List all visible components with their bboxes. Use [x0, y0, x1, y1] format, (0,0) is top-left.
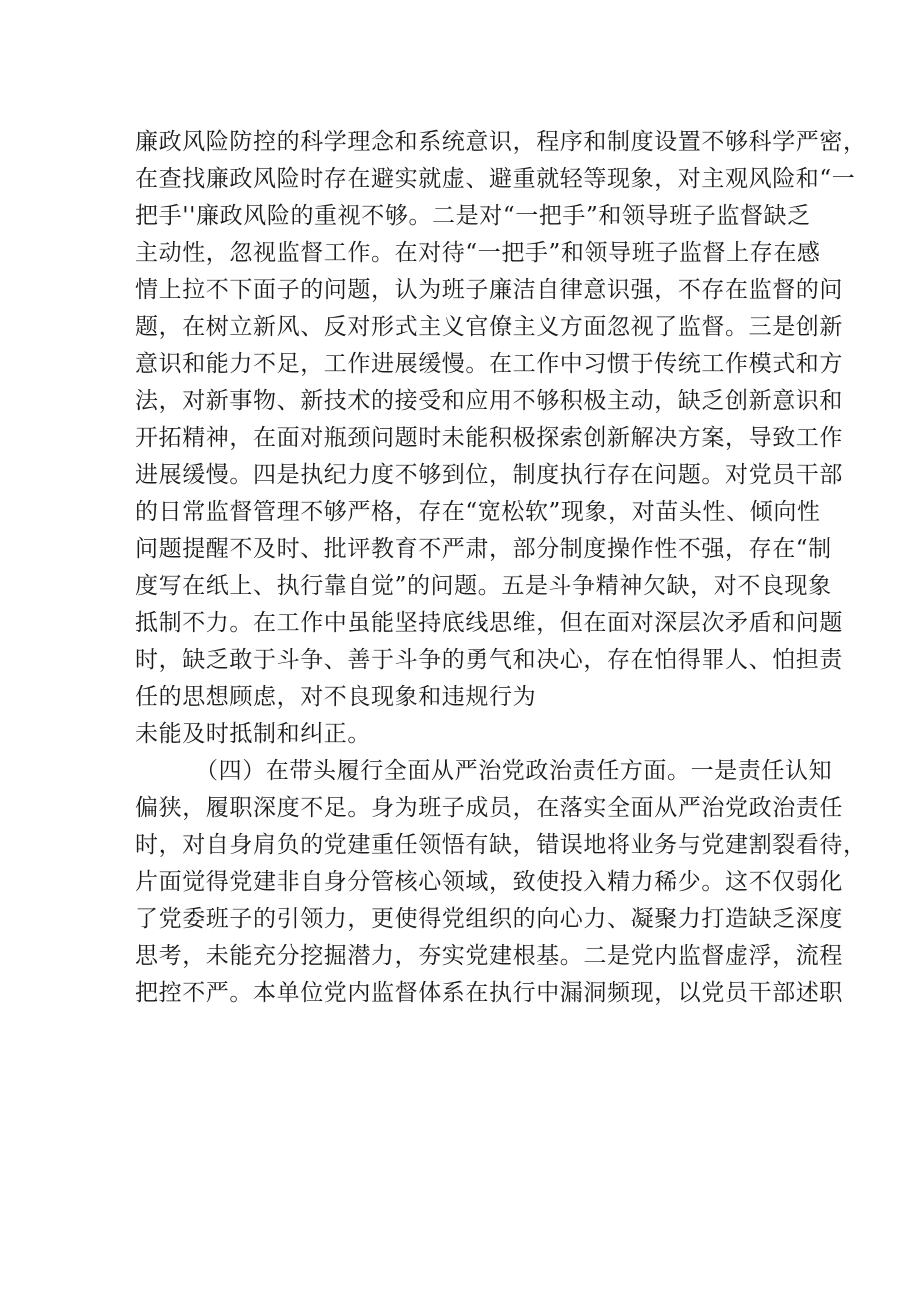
text-line: 把手''廉政风险的重视不够。二是对“一把手”和领导班子监督缺乏 — [135, 203, 811, 229]
text-line: 在查找廉政风险时存在避实就虚、避重就轻等现象，对主观风险和“一 — [135, 166, 856, 192]
text-line: 开拓精神，在面对瓶颈问题时未能积极探索创新解决方案，导致工作 — [135, 425, 843, 451]
text-line: 意识和能力不足，工作进展缓慢。在工作中习惯于传统工作模式和方 — [135, 351, 843, 377]
text-line: 时，对自身肩负的党建重任领悟有缺，错误地将业务与党建割裂看待， — [135, 832, 867, 858]
text-line: 题，在树立新风、反对形式主义官僚主义方面忽视了监督。三是创新 — [135, 314, 843, 340]
text-line: 抵制不力。在工作中虽能坚持底线思维，但在面对深层次矛盾和问题 — [135, 610, 843, 636]
text-line: 把控不严。本单位党内监督体系在执行中漏洞频现，以党员干部述职 — [135, 980, 843, 1006]
text-line: 法，对新事物、新技术的接受和应用不够积极主动，缺乏创新意识和 — [135, 388, 843, 414]
text-line: 偏狭，履职深度不足。身为班子成员，在落实全面从严治党政治责任 — [135, 795, 843, 821]
text-line: 度写在纸上、执行靠自觉”的问题。五是斗争精神欠缺，对不良现象 — [135, 573, 832, 599]
text-line: 未能及时抵制和纠正。 — [135, 721, 371, 747]
text-line: 情上拉不下面子的问题，认为班子廉洁自律意识强，不存在监督的问 — [135, 277, 843, 303]
text-line: 的日常监督管理不够严格，存在“宽松软”现象，对苗头性、倾向性 — [135, 499, 821, 525]
text-line: 进展缓慢。四是执纪力度不够到位，制度执行存在问题。对党员干部 — [135, 462, 843, 488]
text-line: 了党委班子的引领力，更使得党组织的向心力、凝聚力打造缺乏深度 — [135, 906, 843, 932]
text-line: 廉政风险防控的科学理念和系统意识，程序和制度设置不够科学严密， — [135, 129, 867, 155]
text-line: 思考，未能充分挖掘潜力，夯实党建根基。二是党内监督虚浮，流程 — [135, 943, 843, 969]
text-line: 主动性，忽视监督工作。在对待“一把手”和领导班子监督上存在感 — [135, 240, 821, 266]
text-line: 问题提醒不及时、批评教育不严肃，部分制度操作性不强，存在“制 — [135, 536, 832, 562]
section-heading-line: （四）在带头履行全面从严治党政治责任方面。一是责任认知 — [195, 758, 833, 784]
text-line: 任的思想顾虑，对不良现象和违规行为 — [135, 684, 537, 710]
text-line: 片面觉得党建非自身分管核心领域，致使投入精力稀少。这不仅弱化 — [135, 869, 843, 895]
text-line: 时，缺乏敢于斗争、善于斗争的勇气和决心，存在怕得罪人、怕担责 — [135, 647, 843, 673]
